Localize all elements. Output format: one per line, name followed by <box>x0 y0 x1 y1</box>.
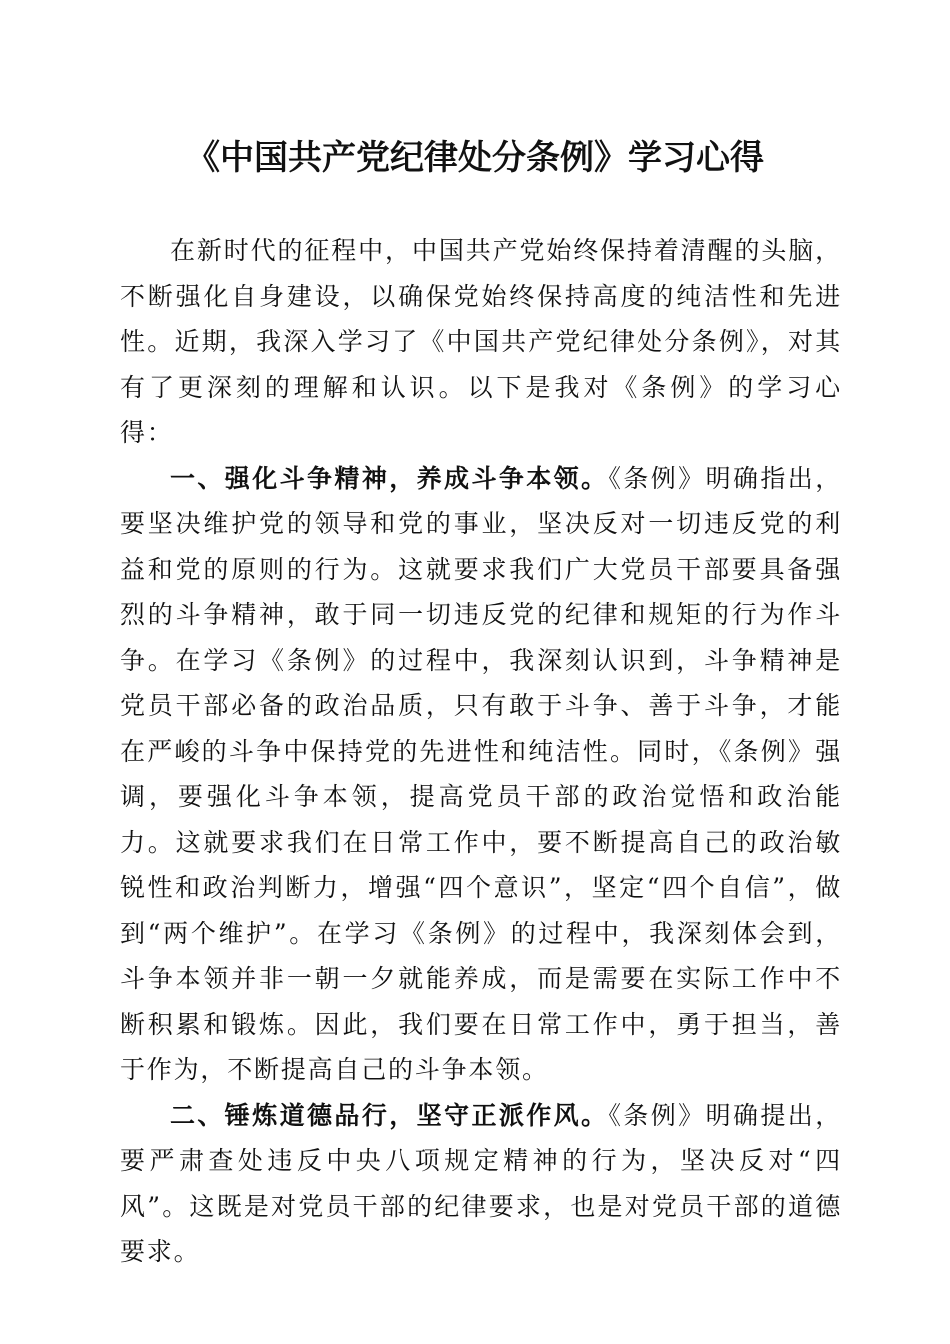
paragraph-text: 在新时代的征程中，中国共产党始终保持着清醒的头脑，不断强化自身建设，以确保党始终保持高度的纯洁性和先进性。近期，我深入学习了《中国共产党纪律处分条例》，对其有了更深刻的理解和认识。以下是我对《条例》的学习心得： <box>120 236 842 447</box>
section-one-paragraph <box>120 456 842 1093</box>
section-two-heading: 二、锤炼道德品行，坚守正派作风。 <box>170 1100 609 1130</box>
section-two-paragraph <box>120 1093 842 1275</box>
paragraph-text: 《条例》明确提出，要严肃查处违反中央八项规定精神的行为，坚决反对“四风”。这既是对党员干部的纪律要求，也是对党员干部的道德要求。 <box>120 1100 842 1266</box>
intro-paragraph <box>120 228 842 456</box>
document-body <box>120 228 842 1275</box>
document-title: 《中国共产党纪律处分条例》学习心得 <box>186 138 764 178</box>
section-one-heading: 一、强化斗争精神，养成斗争本领。 <box>170 463 609 493</box>
paragraph-text: 《条例》明确指出，要坚决维护党的领导和党的事业，坚决反对一切违反党的利益和党的原则的行为。这就要求我们广大党员干部要具备强烈的斗争精神，敢于同一切违反党的纪律和规矩的行为作斗争。在学习《条例》的过程中，我深刻认识到，斗争精神是党员干部必备的政治品质，只有敢于斗争、善于斗争，才能在严峻的斗争中保持党的先进性和纯洁性。同时，《条例》强调，要强化斗争本领，提高党员干部的政治觉悟和政治能力。这就要求我们在日常工作中，要不断提高自己的政治敏锐性和政治判断力，增强“四个意识”，坚定“四个自信”，做到“两个维护”。在学习《条例》的过程中，我深刻体会到，斗争本领并非一朝一夕就能养成，而是需要在实际工作中不断积累和锻炼。因此，我们要在日常工作中，勇于担当，善于作为，不断提高自己的斗争本领。 <box>120 463 842 1084</box>
